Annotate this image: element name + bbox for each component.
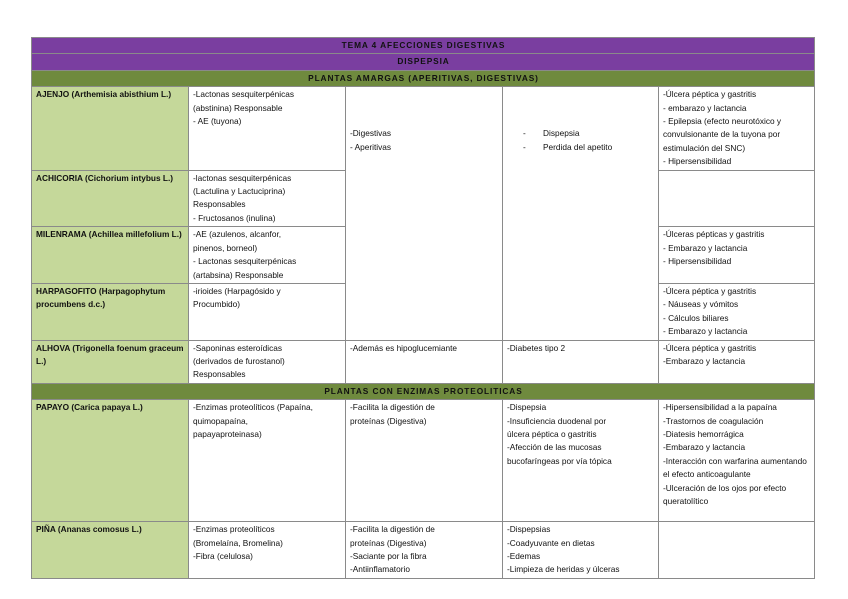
- actions-cell: -Facilita la digestión de proteínas (Digestiva) -Saciante por la fibra -Antiinflamatorio: [346, 522, 503, 579]
- components-cell: -irioides (Harpagósido y Procumbido): [189, 283, 346, 340]
- components-cell: -AE (azulenos, alcanfor, pinenos, borneol) - Lactonas sesquiterpénicas (artabsina) Responsable: [189, 227, 346, 284]
- contraindications-cell: [659, 522, 815, 579]
- components-cell: -Lactonas sesquiterpénicas (abstinina) Responsable - AE (tuyona): [189, 87, 346, 170]
- indications-cell: -Dispepsia -Insuficiencia duodenal por úlcera péptica o gastritis -Afección de las mucosas bucofaríngeas por vía tópica: [503, 400, 659, 522]
- plant-name: MILENRAMA (Achillea millefolium L.): [32, 227, 189, 284]
- topic-subtitle: DISPEPSIA: [32, 54, 815, 70]
- title-row: [32, 38, 815, 54]
- components-cell: -Enzimas proteolíticos (Bromelaína, Bromelina) -Fibra (celulosa): [189, 522, 346, 579]
- actions-cell: -Facilita la digestión de proteínas (Digestiva): [346, 400, 503, 522]
- contraindications-cell: -Úlcera péptica y gastritis - Náuseas y vómitos - Cálculos biliares - Embarazo y lactancia: [659, 283, 815, 340]
- section-header-bitter-plants: PLANTAS AMARGAS (APERITIVAS, DIGESTIVAS): [32, 70, 815, 86]
- components-cell: -lactonas sesquiterpénicas (Lactulina y Lactuciprina) Responsables - Fructosanos (inulina): [189, 170, 346, 227]
- contraindications-cell: -Úlcera péptica y gastritis -Embarazo y lactancia: [659, 340, 815, 383]
- contraindications-cell: -Úlcera péptica y gastritis - embarazo y lactancia - Epilepsia (efecto neurotóxico y convulsionante de la tuyona por estimulación del SNC) - Hipersensibilidad: [659, 87, 815, 170]
- plant-name: HARPAGOFITO (Harpagophytum procumbens d.c.): [32, 283, 189, 340]
- section-header-row: [32, 70, 815, 86]
- contraindications-cell: -Hipersensibilidad a la papaína -Trastornos de coagulación -Diatesis hemorrágica -Embarazo y lactancia -Interacción con warfarina aumentando el efecto anticoagulante -Ulceración de los ojos por efecto queratolítico: [659, 400, 815, 522]
- contraindications-cell: [659, 170, 815, 227]
- plant-name: ALHOVA (Trigonella foenum graceum L.): [32, 340, 189, 383]
- table-row: [32, 522, 815, 579]
- digestive-conditions-table: [31, 37, 815, 579]
- indications-cell: -Dispepsias -Coadyuvante en dietas -Edemas -Limpieza de heridas y úlceras: [503, 522, 659, 579]
- plant-name: ACHICORIA (Cichorium intybus L.): [32, 170, 189, 227]
- plant-name: PAPAYO (Carica papaya L.): [32, 400, 189, 522]
- section-header-row: [32, 383, 815, 399]
- plant-name: PIÑA (Ananas comosus L.): [32, 522, 189, 579]
- contraindications-cell: -Úlceras pépticas y gastritis - Embarazo y lactancia - Hipersensibilidad: [659, 227, 815, 284]
- shared-indications-cell: - Dispepsia - Perdida del apetito: [503, 87, 659, 340]
- table-row: [32, 400, 815, 522]
- table-row: [32, 87, 815, 170]
- shared-actions-cell: -Digestivas - Aperitivas: [346, 87, 503, 340]
- plant-name: AJENJO (Arthemisia abisthium L.): [32, 87, 189, 170]
- table-row: [32, 340, 815, 383]
- document-title: TEMA 4 AFECCIONES DIGESTIVAS: [32, 38, 815, 54]
- section-header-enzyme-plants: PLANTAS CON ENZIMAS PROTEOLITICAS: [32, 383, 815, 399]
- components-cell: -Enzimas proteolíticos (Papaína, quimopapaína, papayaproteinasa): [189, 400, 346, 522]
- actions-cell: -Además es hipoglucemiante: [346, 340, 503, 383]
- components-cell: -Saponinas esteroídicas (derivados de furostanol) Responsables: [189, 340, 346, 383]
- indications-cell: -Diabetes tipo 2: [503, 340, 659, 383]
- subtitle-row: [32, 54, 815, 70]
